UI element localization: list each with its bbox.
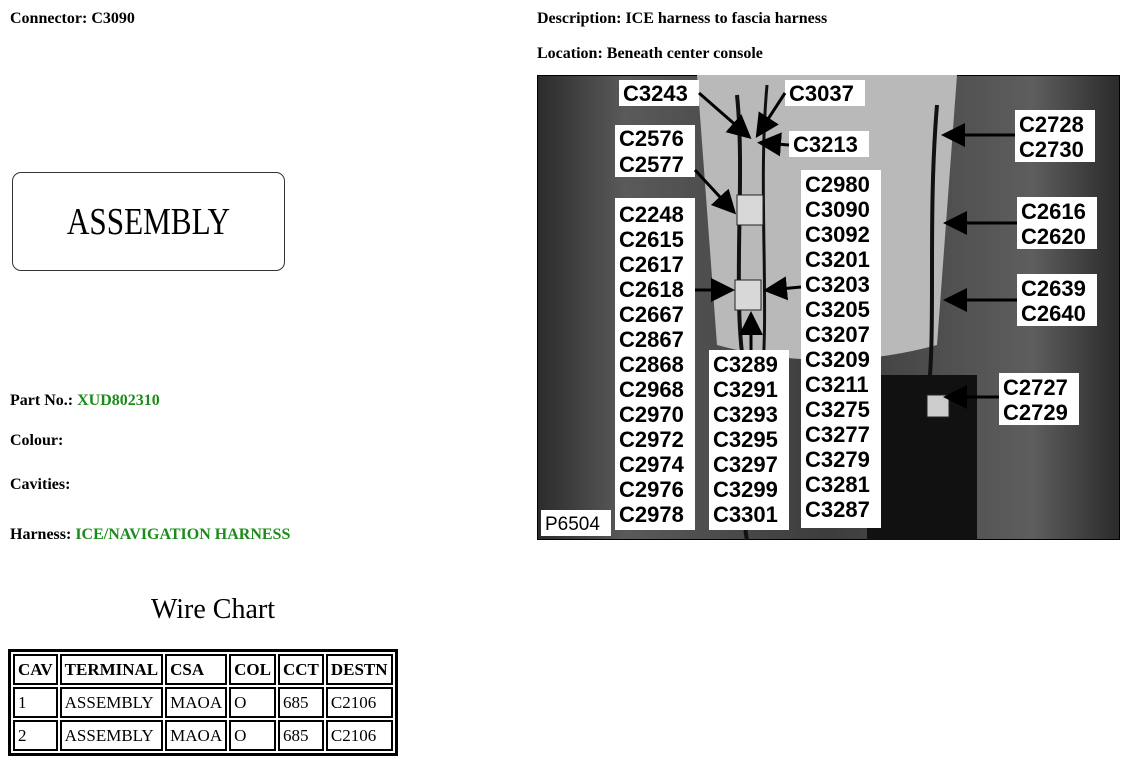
cell-terminal: ASSEMBLY	[60, 720, 164, 751]
cell-cav: 2	[13, 720, 58, 751]
harness-value[interactable]: ICE/NAVIGATION HARNESS	[75, 526, 291, 543]
wire-chart-header-row	[13, 654, 393, 685]
header-destn: DESTN	[326, 654, 393, 685]
part-no-value[interactable]: XUD802310	[77, 392, 160, 409]
connector-line	[10, 10, 135, 28]
description-label: Description:	[537, 10, 622, 27]
label-left-pair-1: C2576	[619, 126, 684, 151]
part-no-line	[10, 392, 160, 410]
label-bottom-col: C3299	[713, 477, 778, 502]
label-bottom-col: C3293	[713, 402, 778, 427]
connector-location-photo	[537, 75, 1120, 540]
header-col: COL	[229, 654, 276, 685]
table-row	[13, 720, 393, 751]
label-top-mid: C3037	[789, 81, 854, 106]
label-left-col: C2974	[619, 452, 684, 477]
connector-value: C3090	[91, 10, 135, 27]
label-left-col: C2248	[619, 202, 684, 227]
label-top-left: C3243	[623, 81, 688, 106]
label-center-col: C3201	[805, 247, 870, 272]
label-center-col: C3203	[805, 272, 870, 297]
label-center-col: C3287	[805, 497, 870, 522]
label-center-col: C3279	[805, 447, 870, 472]
colour-line	[10, 432, 63, 450]
label-right-3: C2640	[1021, 301, 1086, 326]
label-left-col: C2976	[619, 477, 684, 502]
cell-destn: C2106	[326, 687, 393, 718]
connector-label: Connector:	[10, 10, 88, 27]
location-value: Beneath center console	[606, 45, 763, 62]
table-row	[13, 687, 393, 718]
header-terminal: TERMINAL	[60, 654, 164, 685]
label-right-4: C2727	[1003, 375, 1068, 400]
label-left-pair-2: C2577	[619, 152, 684, 177]
label-left-col: C2968	[619, 377, 684, 402]
label-left-col: C2978	[619, 502, 684, 527]
label-left-col: C2667	[619, 302, 684, 327]
label-right-1: C2728	[1019, 112, 1084, 137]
cell-csa: MAOA	[165, 720, 227, 751]
label-center-col: C3092	[805, 222, 870, 247]
label-center-col: C2980	[805, 172, 870, 197]
label-left-col: C2970	[619, 402, 684, 427]
header-cct: CCT	[278, 654, 324, 685]
harness-label: Harness:	[10, 526, 72, 543]
label-left-col: C2615	[619, 227, 684, 252]
label-bottom-col: C3301	[713, 502, 778, 527]
label-bottom-col: C3297	[713, 452, 778, 477]
label-right-2: C2616	[1021, 199, 1086, 224]
label-right-4: C2729	[1003, 400, 1068, 425]
label-left-col: C2867	[619, 327, 684, 352]
label-bottom-col: C3291	[713, 377, 778, 402]
label-center-col: C3205	[805, 297, 870, 322]
label-center-col: C3275	[805, 397, 870, 422]
dark-cavity	[867, 375, 977, 540]
label-right-3: C2639	[1021, 276, 1086, 301]
label-left-col: C2868	[619, 352, 684, 377]
location-label: Location:	[537, 45, 603, 62]
cell-col: O	[229, 687, 276, 718]
label-center-col: C3211	[805, 372, 869, 397]
cell-col: O	[229, 720, 276, 751]
assembly-image-text: ASSEMBLY	[66, 200, 231, 243]
cell-cct: 685	[278, 720, 324, 751]
label-left-col: C2617	[619, 252, 684, 277]
label-bottom-col: C3289	[713, 352, 778, 377]
label-center-col: C3281	[805, 472, 870, 497]
label-mid-arrow: C3213	[793, 132, 858, 157]
description-line	[537, 10, 827, 28]
cell-csa: MAOA	[165, 687, 227, 718]
label-center-col: C3207	[805, 322, 870, 347]
header-csa: CSA	[165, 654, 227, 685]
description-value: ICE harness to fascia harness	[625, 10, 828, 27]
colour-label: Colour:	[10, 432, 64, 449]
harness-line	[10, 526, 290, 544]
assembly-image	[12, 172, 285, 271]
label-left-col: C2972	[619, 427, 684, 452]
cell-cct: 685	[278, 687, 324, 718]
cell-destn: C2106	[326, 720, 393, 751]
label-center-col: C3209	[805, 347, 870, 372]
label-center-col: C3090	[805, 197, 870, 222]
cell-cav: 1	[13, 687, 58, 718]
wire-chart-title: Wire Chart	[150, 594, 276, 625]
photo-reference: P6504	[545, 514, 600, 535]
label-center-col: C3277	[805, 422, 870, 447]
part-no-label: Part No.:	[10, 392, 74, 409]
header-cav: CAV	[13, 654, 58, 685]
location-line	[537, 45, 763, 63]
cavities-label: Cavities:	[10, 476, 71, 493]
label-right-1: C2730	[1019, 137, 1084, 162]
label-bottom-col: C3295	[713, 427, 778, 452]
cell-terminal: ASSEMBLY	[60, 687, 164, 718]
wire-chart-table	[8, 649, 398, 756]
cavities-line	[10, 476, 70, 494]
label-left-col: C2618	[619, 277, 684, 302]
label-right-2: C2620	[1021, 224, 1086, 249]
